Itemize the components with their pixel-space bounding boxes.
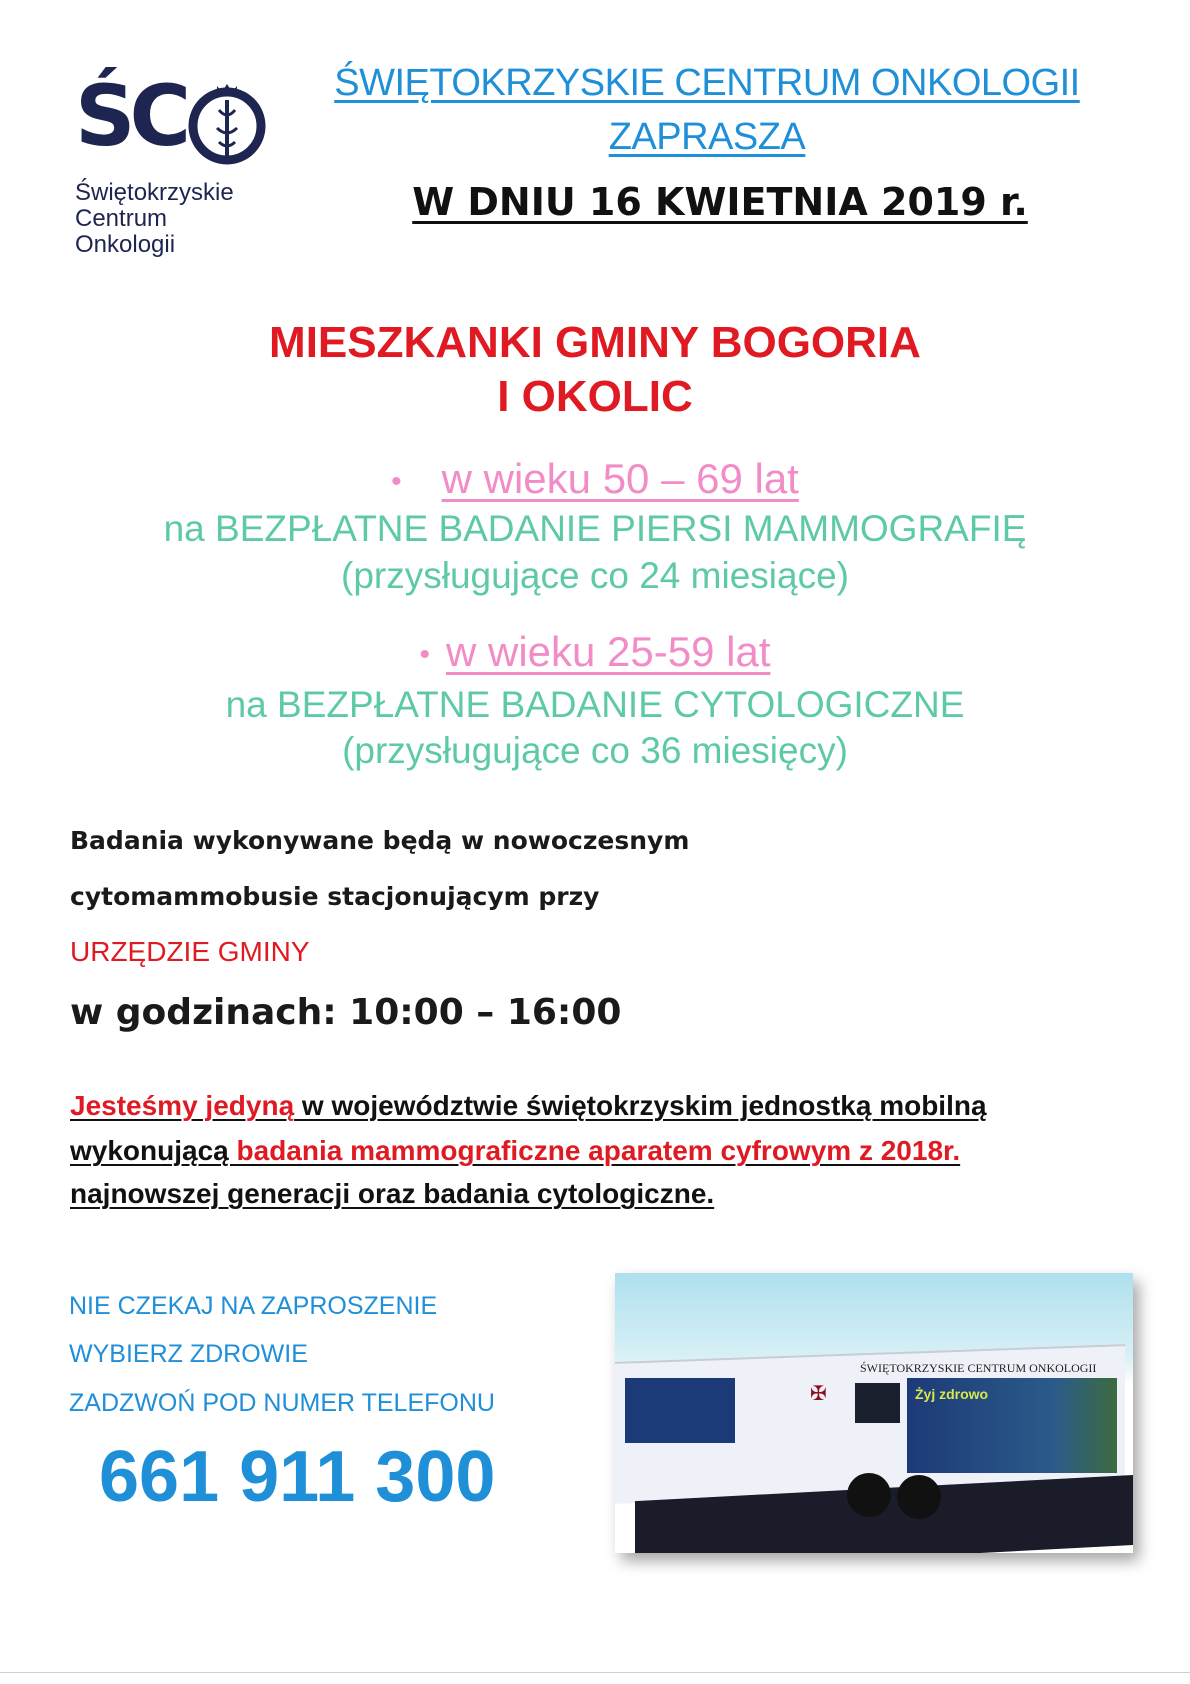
offer-frequency-1: (przysługujące co 24 miesiące) <box>341 555 849 596</box>
statement-line2 <box>70 1135 960 1167</box>
divider <box>0 1672 1190 1673</box>
event-date: W DNIU 16 KWIETNIA 2019 r. <box>412 180 1028 224</box>
cta-line3: ZADZWOŃ POD NUMER TELEFONU <box>69 1389 495 1417</box>
statement-line3: najnowszej generacji oraz badania cytologiczne. <box>70 1178 715 1209</box>
left-banner <box>625 1378 735 1443</box>
caduceus-emblem-icon <box>187 80 267 166</box>
offer-frequency-2: (przysługujące co 36 miesięcy) <box>342 730 848 771</box>
cta-line2: WYBIERZ ZDROWIE <box>69 1340 308 1368</box>
statement-highlight: badania mammograficzne aparatem cyfrowym z 2018r. <box>236 1135 961 1166</box>
phone-number[interactable]: 661 911 300 <box>99 1437 496 1517</box>
wheel <box>847 1473 891 1517</box>
details-line2: cytomammobusie stacjonującym przy <box>70 882 600 911</box>
offer-age-1 <box>0 455 1190 503</box>
organizer-title: ŚWIĘTOKRZYSKIE CENTRUM ONKOLOGII <box>334 62 1080 104</box>
right-banner <box>907 1378 1117 1473</box>
bullet-icon: • <box>419 637 430 671</box>
audience-line1: MIESZKANKI GMINY BOGORIA <box>269 318 921 367</box>
age-range: w wieku 50 – 69 lat <box>441 455 799 502</box>
bullet-icon: • <box>391 464 402 498</box>
window <box>855 1383 900 1423</box>
wheel <box>897 1475 941 1519</box>
statement-line1 <box>70 1090 987 1122</box>
offer-age-2 <box>0 628 1190 676</box>
banner-text: Żyj zdrowo <box>915 1386 989 1402</box>
emblem-icon: ✠ <box>810 1383 827 1405</box>
offer-exam-2: na BEZPŁATNE BADANIE CYTOLOGICZNE <box>225 684 965 725</box>
cta-line1: NIE CZEKAJ NA ZAPROSZENIE <box>69 1292 438 1320</box>
logo-line: Onkologii <box>75 231 176 258</box>
details-hours: w godzinach: 10:00 – 16:00 <box>70 992 622 1033</box>
offer-exam-1: na BEZPŁATNE BADANIE PIERSI MAMMOGRAFIĘ <box>163 508 1027 549</box>
statement-highlight: Jesteśmy jedyną <box>70 1090 295 1121</box>
logo <box>75 66 275 166</box>
statement-text: w województwie świętokrzyskim jednostką mobilną <box>294 1090 987 1121</box>
cytomammobus-photo <box>615 1273 1133 1553</box>
trailer-sign: ŚWIĘTOKRZYSKIE CENTRUM ONKOLOGII <box>860 1361 1097 1375</box>
age-range: w wieku 25-59 lat <box>446 628 771 675</box>
logo-line: Świętokrzyskie <box>75 179 234 206</box>
logo-line: Centrum <box>75 205 168 232</box>
invite-title: ZAPRASZA <box>608 116 806 158</box>
details-line1: Badania wykonywane będą w nowoczesnym <box>70 826 690 855</box>
logo-monogram: ŚC <box>75 67 186 165</box>
logo-text <box>75 180 234 258</box>
audience-line2: I OKOLIC <box>497 372 693 421</box>
statement-text: wykonującą <box>70 1135 237 1166</box>
details-location: URZĘDZIE GMINY <box>70 936 310 967</box>
